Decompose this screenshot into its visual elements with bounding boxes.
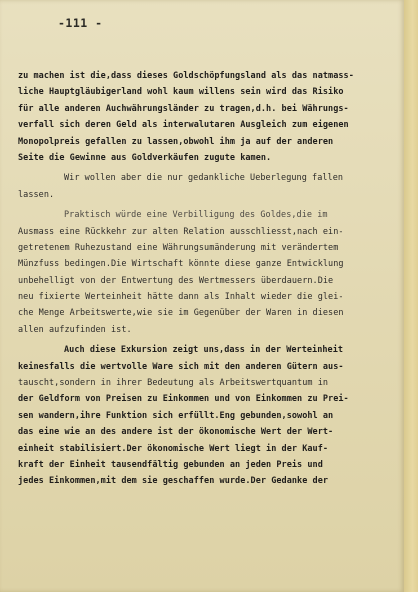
page-number: -111 - xyxy=(58,16,103,30)
text-line: zu machen ist die,dass dieses Goldschöpfungsland als das natmass- xyxy=(18,71,354,81)
text-line: allen aufzufinden ist. xyxy=(18,324,132,335)
text-line: verfall sich deren Geld als interwalutaren Ausgleich zum eigenen xyxy=(18,120,349,131)
text-line: unbehelligt von der Entwertung des Wertmessers überdauern.Die xyxy=(18,275,334,286)
text-line: che Menge Arbeitswerte,wie sie im Gegenüber der Waren in diesen xyxy=(18,308,344,319)
text-line: einheit stabilisiert.Der ökonomische Wert liegt in der Kauf- xyxy=(18,443,329,454)
text-line: sen wandern,ihre Funktion sich erfüllt.Eng gebunden,sowohl an xyxy=(18,410,334,421)
text-line: Wir wollen aber die nur gedankliche Ueberlegung fallen xyxy=(64,173,344,184)
text-line: das eine wie an des andere ist der ökonomische Wert der Wert- xyxy=(18,427,334,438)
text-line: Seite die Gewinne aus Goldverkäufen zugute kamen. xyxy=(18,152,272,163)
page-edge xyxy=(404,0,418,592)
text-line: neu fixierte Werteinheit hätte dann als Inhalt wieder die glei- xyxy=(18,292,344,303)
text-line: Praktisch würde eine Verbilligung des Goldes,die im xyxy=(64,210,328,221)
text-line: jedes Einkommen,mit dem sie geschaffen wurde.Der Gedanke der xyxy=(18,476,329,487)
text-line: Münzfuss bedingen.Die Wirtschaft könnte diese ganze Entwicklung xyxy=(18,259,344,270)
text-line: getretenem Ruhezustand eine Währungsumänderung mit verändertem xyxy=(18,242,339,253)
text-line: Monopolpreis gefallen zu lassen,obwohl ihm ja auf der anderen xyxy=(18,136,334,147)
text-line: der Geldform von Preisen zu Einkommen und von Einkommen zu Prei- xyxy=(18,394,349,405)
text-line: kraft der Einheit tausendfältig gebunden an jeden Preis und xyxy=(18,459,323,470)
text-line: liche Hauptgläubigerland wohl kaum willens sein wird das Risiko xyxy=(18,87,344,98)
text-line: keinesfalls die wertvolle Ware sich mit den anderen Gütern aus- xyxy=(18,361,344,372)
text-line: Auch diese Exkursion zeigt uns,dass in der Werteinheit xyxy=(64,345,344,356)
body-text xyxy=(18,68,390,490)
text-line: Ausmass eine Rückkehr zur alten Relation ausschliesst,nach ein- xyxy=(18,226,344,237)
text-line: lassen. xyxy=(18,189,55,200)
text-line: für alle anderen Auchwährungsländer zu tragen,d.h. bei Währungs- xyxy=(18,103,349,114)
text-line: tauscht,sondern in ihrer Bedeutung als Arbeitswertquantum in xyxy=(18,378,329,389)
